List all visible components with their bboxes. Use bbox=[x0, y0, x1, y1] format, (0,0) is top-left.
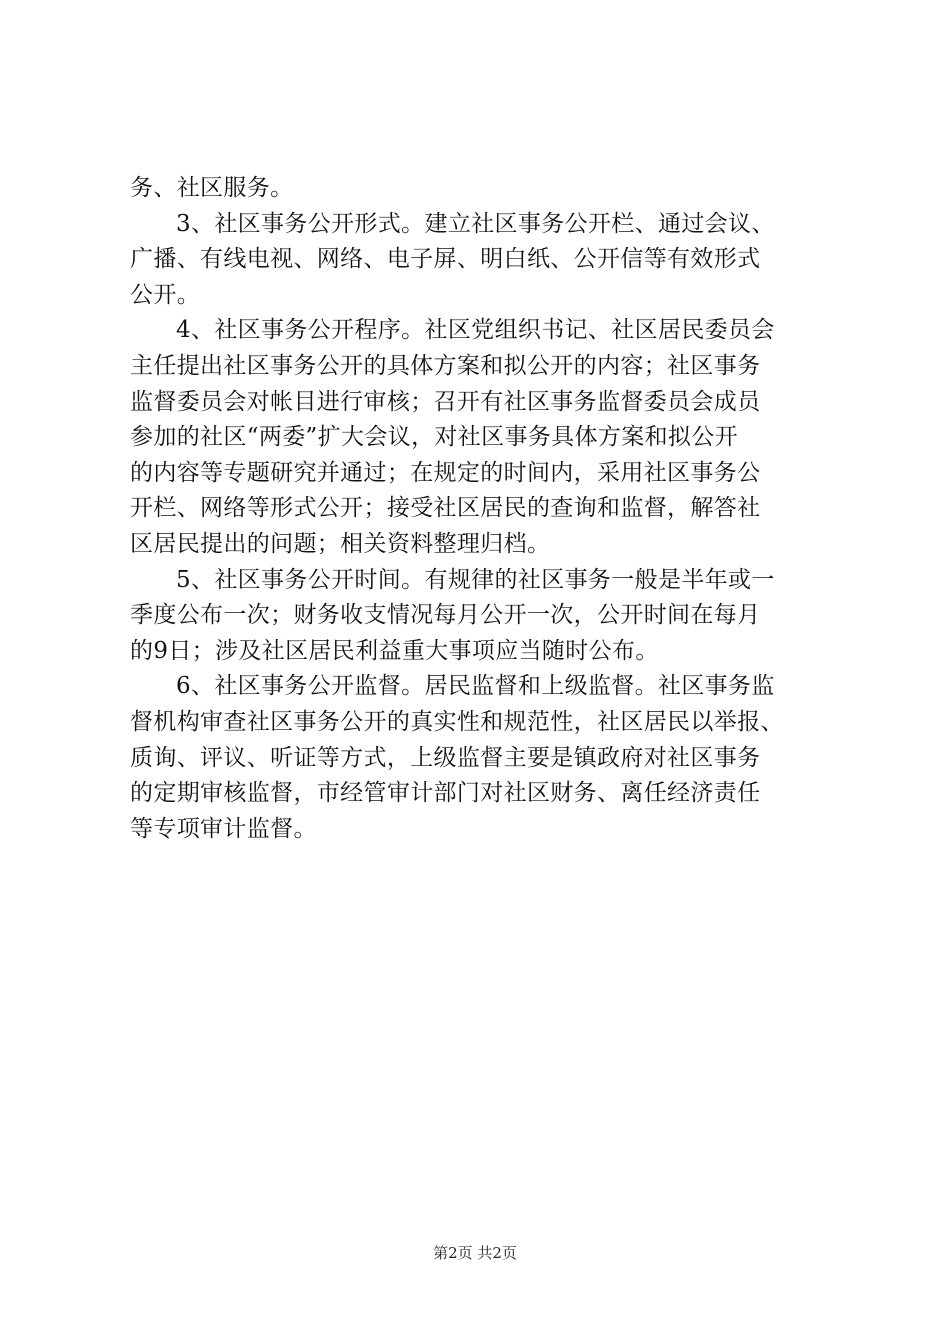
text-line: 的9日；涉及社区居民利益重大事项应当随时公布。 bbox=[130, 637, 659, 664]
text-line: 参加的社区“两委”扩大会议，对社区事务具体方案和拟公开 bbox=[130, 424, 738, 451]
text-line: 季度公布一次；财务收支情况每月公开一次，公开时间在每月 bbox=[130, 602, 761, 629]
text-line: 5、社区事务公开时间。有规律的社区事务一般是半年或一 bbox=[176, 566, 775, 593]
text-line: 区居民提出的问题；相关资料整理归档。 bbox=[130, 530, 551, 557]
text-line: 等专项审计监督。 bbox=[130, 815, 317, 842]
text-line: 开栏、网络等形式公开；接受社区居民的查询和监督，解答社 bbox=[130, 495, 761, 522]
text-line: 4、社区事务公开程序。社区党组织书记、社区居民委员会 bbox=[176, 317, 775, 344]
page-footer: 第2页 共2页 bbox=[433, 1244, 517, 1262]
text-line: 广播、有线电视、网络、电子屏、明白纸、公开信等有效形式 bbox=[130, 246, 761, 273]
text-line: 主任提出社区事务公开的具体方案和拟公开的内容；社区事务 bbox=[130, 352, 761, 379]
text-line: 监督委员会对帐目进行审核；召开有社区事务监督委员会成员 bbox=[130, 388, 761, 415]
text-line: 的定期审核监督，市经管审计部门对社区财务、离任经济责任 bbox=[130, 780, 761, 807]
text-line: 质询、评议、听证等方式，上级监督主要是镇政府对社区事务 bbox=[130, 744, 761, 771]
text-line: 务、社区服务。 bbox=[130, 175, 294, 201]
text-line: 督机构审查社区事务公开的真实性和规范性，社区居民以举报、 bbox=[130, 708, 784, 735]
text-line: 3、社区事务公开形式。建立社区事务公开栏、通过会议、 bbox=[176, 210, 775, 237]
text-line: 的内容等专题研究并通过；在规定的时间内，采用社区事务公 bbox=[130, 459, 761, 486]
document-body bbox=[130, 171, 830, 847]
text-line: 6、社区事务公开监督。居民监督和上级监督。社区事务监 bbox=[176, 673, 775, 700]
text-line: 公开。 bbox=[130, 281, 201, 308]
